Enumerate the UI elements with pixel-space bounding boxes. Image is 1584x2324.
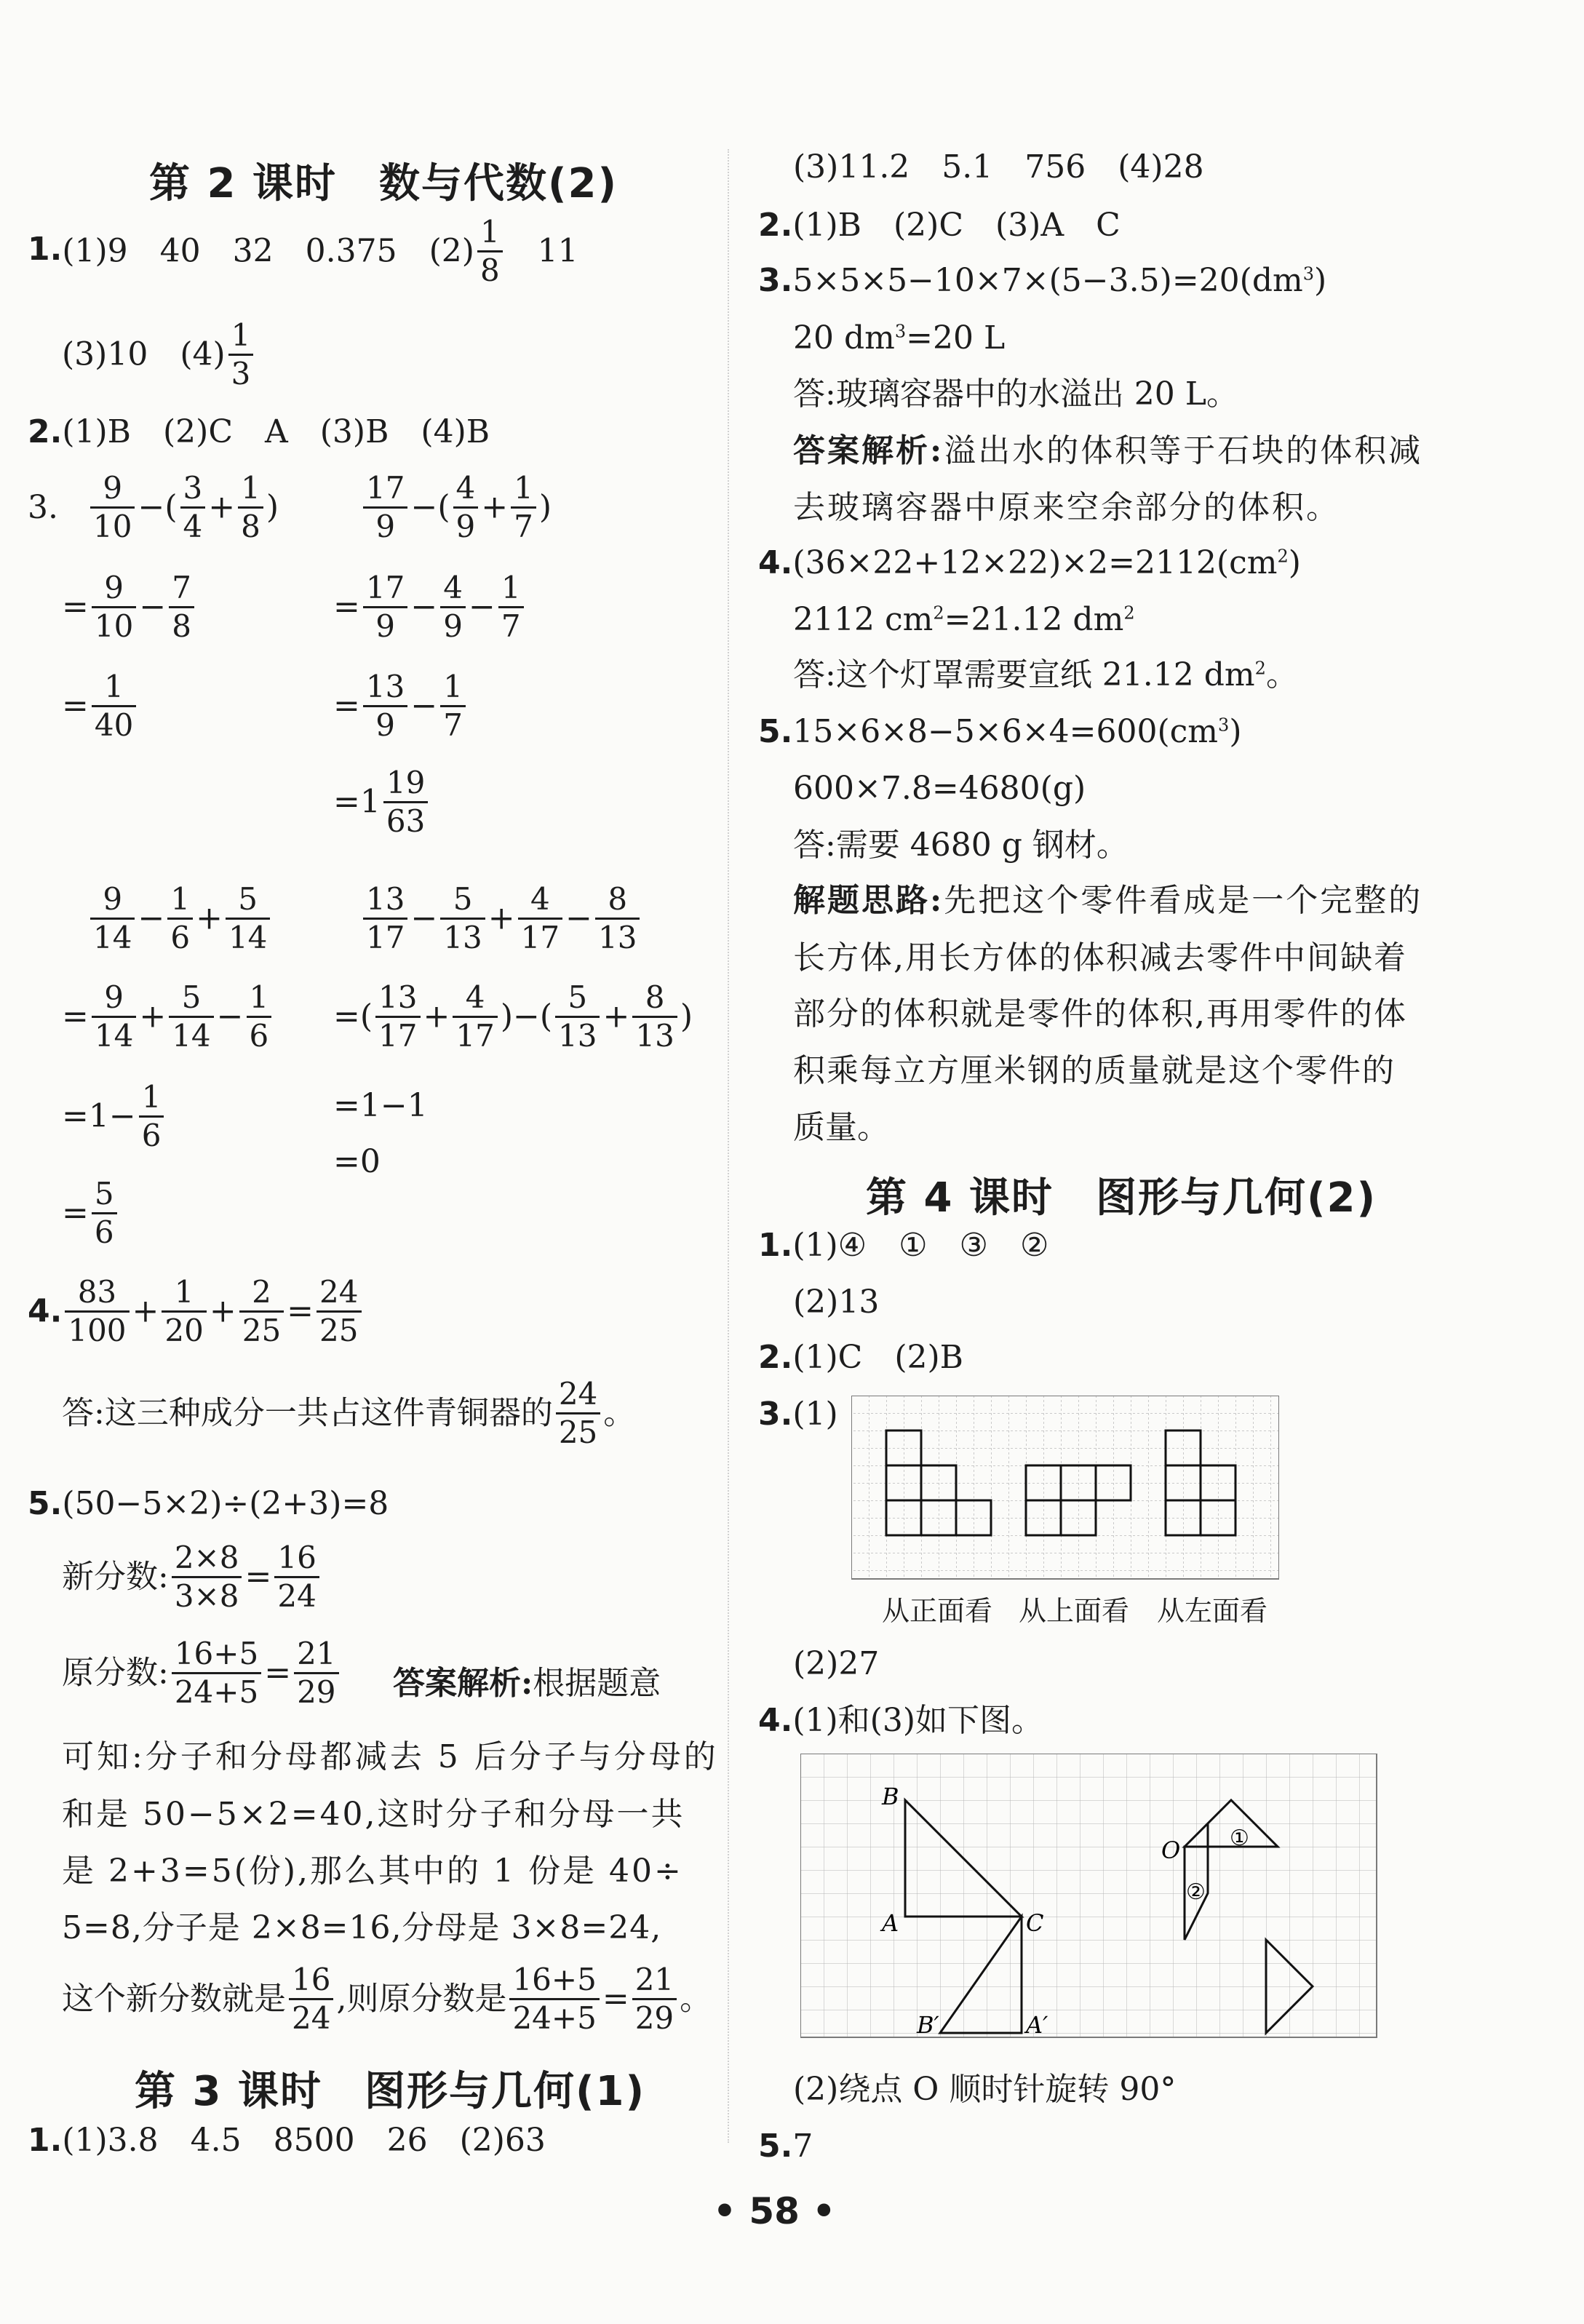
section-title-lesson-3: 第 3 课时 图形与几何(1) (135, 2068, 646, 2115)
calc-line: $\frac{9}{10}$ −( $\frac{3}{4}$ + $\frac{1}{8}$ ) (87, 473, 279, 542)
calc-line: $\frac{17}{9}$ −( $\frac{4}{9}$ + $\frac{1}{7}$ ) (360, 473, 552, 542)
question-3-right: $3.5\times 5\times 5-10\times 7\times(5-3.5)=20(dm^3)$ (758, 262, 1327, 299)
question-number: 4. (758, 544, 793, 581)
question-number: 5. (758, 2128, 793, 2165)
analysis-line: 5=8,分子是 2×8=16,分母是 3×8=24, (62, 1909, 662, 1946)
lesson-4-question-2: 2.(1)C (2)B (758, 1339, 963, 1376)
section-title-lesson-4: 第 4 课时 图形与几何(2) (866, 1174, 1377, 1222)
analysis-line: 这个新分数就是 $\frac{16}{24}$ ,则原分数是 $\frac{16+5}{24+5}$ = $\frac{21}{29}$ 。 (62, 1962, 712, 2036)
question-number: 1. (28, 231, 63, 268)
question-number: 2. (758, 207, 793, 244)
analysis-line: 是 2+3=5(份),那么其中的 1 份是 40÷ (62, 1853, 683, 1890)
analysis-line: 部分的体积就是零件的体积,再用零件的体 (793, 995, 1407, 1032)
label-o: O (1161, 1836, 1181, 1864)
answer-text: (1)3.8 4.5 8500 26 (2)63 (62, 2122, 546, 2159)
calc-line: = $\frac{9}{14}$ + $\frac{5}{14}$ − $\frac{1}{6}$ (62, 982, 274, 1051)
page-number: • 58 • (713, 2190, 836, 2232)
question-1 (28, 214, 578, 288)
column-divider (728, 149, 729, 2143)
three-views-grid (851, 1396, 1279, 1581)
label-a: A (882, 1909, 899, 1937)
question-5-right: $5.15\times 6\times 8-5\times 6\times 4=600(cm^3)$ (758, 713, 1242, 750)
label-circle-1: ① (1230, 1826, 1249, 1851)
question-2 (28, 413, 490, 450)
label-b: B (882, 1783, 899, 1810)
answer-text: (1)9 40 32 0.375 (2) (62, 232, 474, 270)
question-number: 5. (28, 1485, 63, 1522)
answer-text: (1)B (2)C (3)A C (792, 207, 1121, 244)
analysis-line: 长方体,用长方体的体积减去零件中间缺着 (793, 939, 1407, 976)
analysis-line: 去玻璃容器中原来空余部分的体积。 (793, 489, 1340, 526)
calc-line: =1−1 (333, 1087, 428, 1124)
answer-line: (2)27 (793, 1645, 880, 1682)
lesson-4-question-5: 5.7 (758, 2128, 813, 2165)
fraction: $\frac{1}{8}$ (477, 217, 503, 286)
calc-line: = $\frac{5}{6}$ (62, 1179, 120, 1248)
analysis-line: 答案解析:溢出水的体积等于石块的体积减 (793, 432, 1423, 469)
analysis-start: 答案解析:根据题意 (393, 1665, 661, 1702)
calc-line: = $\frac{1}{40}$ (62, 672, 139, 741)
question-number: 1. (758, 1227, 793, 1264)
question-number: 3. (758, 262, 793, 299)
calc-line: =1− $\frac{1}{6}$ (62, 1082, 167, 1151)
calc-line: =1 $\frac{19}{63}$ (333, 768, 431, 837)
calc-line: 600×7.8=4680(g) (793, 770, 1086, 807)
label-b-prime: B′ (917, 2011, 939, 2039)
equation: (50−5×2)÷(2+3)=8 (62, 1485, 389, 1522)
caption-top-view: 从上面看 (1019, 1595, 1130, 1627)
label-circle-2: ② (1186, 1879, 1206, 1905)
calc-line: = $\frac{17}{9}$ − $\frac{4}{9}$ − $\frac{1}{7}$ (333, 573, 527, 642)
question-number: 2. (28, 413, 63, 450)
continued-answer: (3)11.2 5.1 756 (4)28 (793, 148, 1204, 186)
calc-line: = $\frac{9}{10}$ − $\frac{7}{8}$ (62, 573, 197, 642)
caption-left-view: 从左面看 (1157, 1595, 1268, 1627)
lesson-4-question-3: 3.(1) (758, 1396, 838, 1433)
answer-line: (2)绕点 O 顺时针旋转 90° (793, 2071, 1177, 2108)
analysis-line: 和是 50−5×2=40,这时分子和分母一共 (62, 1796, 685, 1833)
calc-line: 2112 $cm^2=21.12$ $dm^2$ (793, 601, 1135, 638)
analysis-line: 积乘每立方厘米钢的质量就是这个零件的 (793, 1052, 1396, 1089)
answer-text: (1)B (2)C A (3)B (4)B (62, 413, 490, 450)
answer-text: (3)10 (4) (62, 335, 226, 373)
new-fraction-line: 新分数: $\frac{2\times 8}{3\times 8}$ = $\frac{16}{24}$ (62, 1543, 322, 1612)
lesson-4-question-4: 4.(1)和(3)如下图。 (758, 1702, 1043, 1739)
question-number: 5. (758, 713, 793, 750)
question-4: 4. $\frac{83}{100}$ + $\frac{1}{20}$ + $\frac{2}{25}$ = $\frac{24}{25}$ (28, 1277, 365, 1346)
calc-line: =0 (333, 1143, 381, 1180)
label-a-prime: A′ (1026, 2011, 1048, 2039)
question-2-right (758, 207, 1121, 244)
question-number: 2. (758, 1339, 793, 1376)
question-number-3: 3. (28, 489, 58, 526)
answer-line: 答:这三种成分一共占这件青铜器的 $\frac{24}{25}$ 。 (62, 1376, 636, 1450)
lesson-3-question-1 (28, 2122, 546, 2159)
transformation-grid (800, 1754, 1380, 2039)
question-5 (28, 1485, 389, 1522)
calc-line: = $\frac{13}{9}$ − $\frac{1}{7}$ (333, 672, 469, 741)
calc-line: =( $\frac{13}{17}$ + $\frac{4}{17}$ )−( $\frac{5}{13}$ + $\frac{8}{13}$ ) (333, 979, 693, 1054)
answer-line: 答:玻璃容器中的水溢出 20 L。 (793, 375, 1239, 413)
analysis-line: 质量。 (793, 1109, 889, 1146)
answer-text: 11 (505, 232, 578, 270)
section-title-lesson-2: 第 2 课时 数与代数(2) (149, 160, 618, 207)
question-number: 3. (758, 1396, 793, 1433)
caption-front-view: 从正面看 (882, 1595, 993, 1627)
lesson-4-question-1: 1.(1)④ ① ③ ② (758, 1227, 1049, 1264)
answer-line: 答:需要 4680 g 钢材。 (793, 827, 1129, 864)
calc-line: 20 $dm^3=20$ L (793, 319, 1006, 357)
label-c: C (1026, 1909, 1044, 1937)
question-1-part-2 (62, 317, 256, 391)
question-number: 4. (758, 1702, 793, 1739)
calc-line: $\frac{9}{14}$ − $\frac{1}{6}$ + $\frac{5}{14}$ (87, 884, 273, 953)
analysis-line: 可知:分子和分母都减去 5 后分子与分母的 (62, 1738, 719, 1775)
answer-line: (2)13 (793, 1284, 880, 1321)
fraction: $\frac{1}{3}$ (228, 320, 254, 389)
answer-line: 答:这个灯罩需要宣纸 21.12 $dm^2$。 (793, 656, 1298, 693)
question-number: 4. (28, 1292, 63, 1330)
question-4-right: $4.(36\times 22+12\times 22)\times 2=2112(cm^2)$ (758, 544, 1301, 581)
calc-line: $\frac{13}{17}$ − $\frac{5}{13}$ + $\frac{4}{17}$ − $\frac{8}{13}$ (360, 884, 642, 953)
original-fraction-line: 原分数: $\frac{16+5}{24+5}$ = $\frac{21}{29}$ (62, 1639, 342, 1708)
question-number: 1. (28, 2122, 63, 2159)
analysis-line: 解题思路:先把这个零件看成是一个完整的 (793, 882, 1423, 919)
